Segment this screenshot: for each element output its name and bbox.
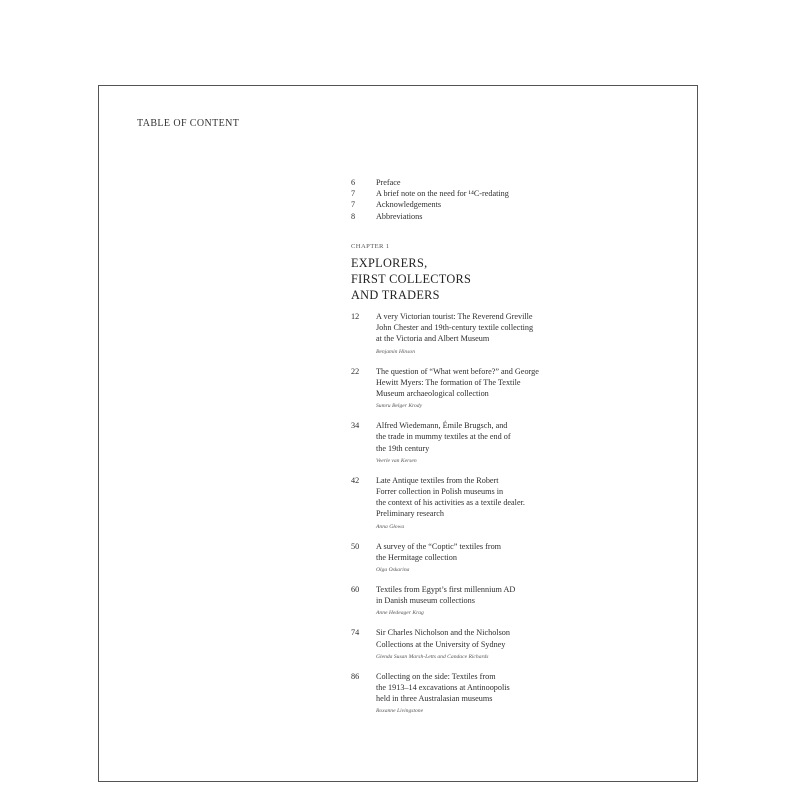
entry-title-line: the trade in mummy textiles at the end of [376,432,511,442]
entry-author: Benjamin Hinson [376,348,415,355]
entry-title-line: Preliminary research [376,509,444,519]
page-number: 22 [351,366,360,376]
entry-title-line: Museum archaeological collection [376,389,489,399]
entry-title-line: A very Victorian tourist: The Reverend Greville [376,312,533,321]
entry-body [376,541,501,574]
page-number: 12 [351,312,360,321]
entry-author: Roxanne Livingstone [376,708,424,715]
entry-title-line: the Hermitage collection [376,552,457,562]
entry-body [376,584,515,617]
page-number: 50 [351,541,360,551]
entry-author: Sumru Belger Krody [376,403,423,410]
chapter-title-line: FIRST COLLECTORS [351,272,472,286]
chapter-title-line: AND TRADERS [351,288,440,302]
toc-entry [351,584,539,617]
entry-body [376,311,533,356]
chapter-title [351,255,471,303]
toc-entry [351,671,539,716]
toc-entry [351,541,539,574]
toc-entry [351,311,539,356]
page-number: 7 [351,189,356,199]
front-matter-list [351,177,509,222]
toc-heading: TABLE OF CONTENT [137,118,240,129]
entry-author: Anne Hedeager Krag [376,610,424,617]
entry-title-line: Collections at the University of Sydney [376,639,506,649]
item-title: Preface [376,178,401,187]
page-number: 60 [351,585,360,595]
entry-title-line: A survey of the “Coptic” textiles from [376,541,502,551]
toc-entry [351,627,539,660]
entry-title-line: in Danish museum collections [376,596,475,606]
chapter-entries [351,311,539,715]
entry-title-line: Sir Charles Nicholson and the Nicholson [376,628,510,638]
item-title: Acknowledgements [376,200,442,210]
entry-title-line: the 1913–14 excavations at Antinoopolis [376,683,510,693]
entry-body [376,420,511,465]
entry-title-line: The question of “What went before?” and George [376,366,539,376]
document-page [98,85,698,782]
entry-body [376,627,510,660]
entry-author: Olga Oskarina [376,567,410,574]
entry-title-line: the 19th century [376,443,430,453]
item-title: Abbreviations [376,211,423,221]
toc-entry [351,475,539,531]
entry-body [376,475,525,531]
front-matter-item [351,177,509,188]
entry-title-line: the context of his activities as a textile dealer. [376,498,525,508]
entry-author: Glenda Susan Marsh-Letts and Candace Richards [376,653,489,660]
entry-title-line: held in three Australasian museums [376,694,493,704]
entry-title-line: Textiles from Egypt’s first millennium AD [376,585,516,595]
entry-title-line: at the Victoria and Albert Museum [376,334,490,344]
page-number: 34 [351,421,360,431]
page-number: 8 [351,211,356,221]
page-number: 42 [351,475,360,485]
entry-author: Anna Głowa [376,523,405,530]
item-title: A brief note on the need for ¹⁴C-redating [376,189,509,199]
entry-title-line: John Chester and 19th-century textile collecting [376,323,534,333]
chapter-title-line: EXPLORERS, [351,256,428,270]
front-matter-item [351,188,509,199]
entry-body [376,366,539,411]
page-number: 74 [351,628,360,638]
front-matter-item [351,211,509,222]
entry-title-line: Hewitt Myers: The formation of The Textile [376,377,521,387]
entry-author: Veerle van Kersen [376,457,417,464]
entry-title-line: Forrer collection in Polish museums in [376,487,504,497]
toc-entry [351,366,539,411]
page-number: 86 [351,671,360,681]
page-number: 6 [351,178,356,187]
front-matter-item [351,199,509,210]
entry-title-line: Late Antique textiles from the Robert [376,475,499,485]
page-number: 7 [351,200,356,210]
entry-title-line: Alfred Wiedemann, Émile Brugsch, and [376,421,508,431]
entry-title-line: Collecting on the side: Textiles from [376,671,496,681]
chapter-label: CHAPTER 1 [351,243,390,250]
entry-body [376,671,510,716]
toc-entry [351,420,539,465]
chapter-header [351,243,471,303]
